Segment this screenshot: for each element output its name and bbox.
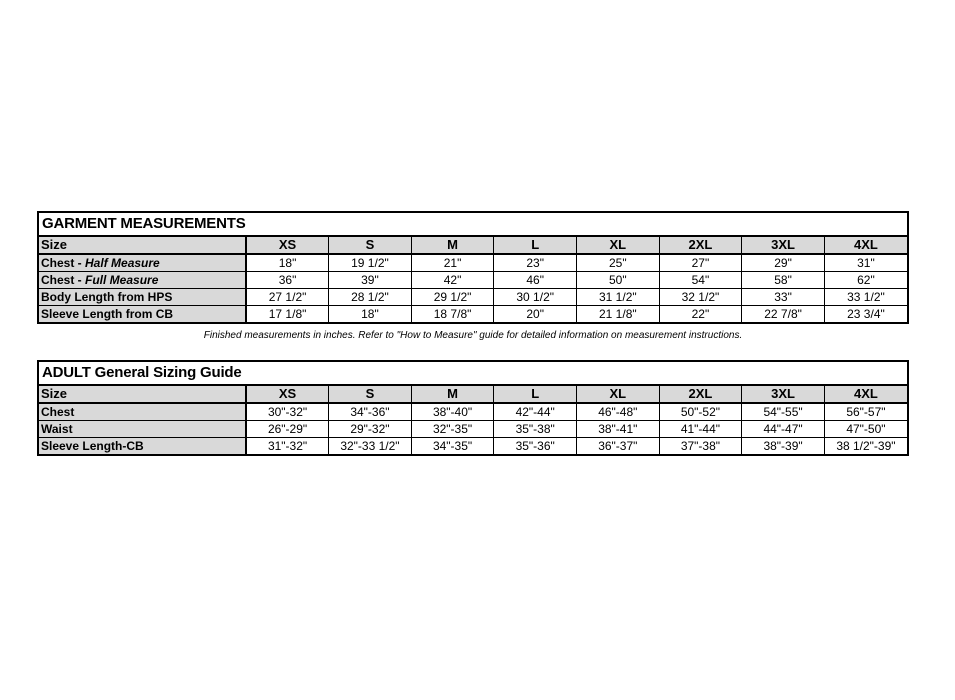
measurement-cell: 31 1/2" <box>577 289 660 306</box>
sizing-cell: 41"-44" <box>659 421 742 438</box>
measurement-cell: 29" <box>742 254 825 272</box>
size-header-cell: 4XL <box>824 237 907 254</box>
sizing-cell: 38"-41" <box>577 421 660 438</box>
measurement-cell: 46" <box>494 272 577 289</box>
measurement-cell: 30 1/2" <box>494 289 577 306</box>
sizing-cell: 38"-40" <box>411 403 494 421</box>
measurement-cell: 42" <box>411 272 494 289</box>
measurement-cell: 23 3/4" <box>824 306 907 323</box>
measurement-cell: 27" <box>659 254 742 272</box>
row-label-chest-half <box>39 254 246 272</box>
sizing-cell: 34"-35" <box>411 438 494 455</box>
table-row <box>39 306 907 323</box>
measurement-cell: 18" <box>246 254 329 272</box>
measurement-cell: 28 1/2" <box>329 289 412 306</box>
measurement-cell: 50" <box>577 272 660 289</box>
size-header-cell: S <box>329 386 412 403</box>
table-row <box>39 254 907 272</box>
sizing-cell: 50"-52" <box>659 403 742 421</box>
sizing-cell: 36"-37" <box>577 438 660 455</box>
sizing-cell: 35"-36" <box>494 438 577 455</box>
sizing-cell: 42"-44" <box>494 403 577 421</box>
size-header-cell: XS <box>246 237 329 254</box>
measurement-cell: 33" <box>742 289 825 306</box>
measurement-cell: 32 1/2" <box>659 289 742 306</box>
measurement-cell: 18" <box>329 306 412 323</box>
size-header-cell: 4XL <box>824 386 907 403</box>
size-header-cell: S <box>329 237 412 254</box>
measurement-note: Finished measurements in inches. Refer to "How to Measure" guide for detailed information on measurement instructions. <box>203 330 743 341</box>
size-header-cell: 2XL <box>659 386 742 403</box>
sizing-cell: 26"-29" <box>246 421 329 438</box>
sizing-cell: 34"-36" <box>329 403 412 421</box>
sizing-cell: 31"-32" <box>246 438 329 455</box>
size-header-cell: L <box>494 386 577 403</box>
sizing-cell: 44"-47" <box>742 421 825 438</box>
sizing-cell: 38 1/2"-39" <box>824 438 907 455</box>
table-row <box>39 403 907 421</box>
row-label-text: Chest - <box>41 256 86 270</box>
adult-sizing-guide-title: ADULT General Sizing Guide <box>39 362 907 386</box>
size-header-cell: 2XL <box>659 237 742 254</box>
row-label-text: Sleeve Length from CB <box>41 307 174 321</box>
sizing-cell: 29"-32" <box>329 421 412 438</box>
row-label-sleeve-length-cb: Sleeve Length-CB <box>39 438 246 455</box>
measurement-cell: 25" <box>577 254 660 272</box>
measurement-cell: 36" <box>246 272 329 289</box>
measurement-cell: 18 7/8" <box>411 306 494 323</box>
measurement-cell: 33 1/2" <box>824 289 907 306</box>
sizing-cell: 54"-55" <box>742 403 825 421</box>
sizing-cell: 35"-38" <box>494 421 577 438</box>
measurement-cell: 21" <box>411 254 494 272</box>
adult-sizing-guide-table <box>37 360 909 456</box>
size-header-label: Size <box>39 386 246 403</box>
size-header-cell: L <box>494 237 577 254</box>
measurement-cell: 20" <box>494 306 577 323</box>
table-row <box>39 272 907 289</box>
table-row <box>39 289 907 306</box>
row-label-italic: Full Measure <box>85 273 159 287</box>
sizing-cell: 32"-35" <box>411 421 494 438</box>
sizing-cell: 56"-57" <box>824 403 907 421</box>
sizing-cell: 47"-50" <box>824 421 907 438</box>
size-header-row <box>39 237 907 254</box>
measurement-cell: 19 1/2" <box>329 254 412 272</box>
size-header-cell: 3XL <box>742 386 825 403</box>
adult-sizing-guide-grid <box>39 386 907 454</box>
sizing-cell: 38"-39" <box>742 438 825 455</box>
table-row <box>39 421 907 438</box>
garment-measurements-title: GARMENT MEASUREMENTS <box>39 213 907 237</box>
row-label-sleeve-length <box>39 306 246 323</box>
size-header-cell: M <box>411 386 494 403</box>
sizing-cell: 32"-33 1/2" <box>329 438 412 455</box>
size-header-cell: XL <box>577 386 660 403</box>
size-header-row <box>39 386 907 403</box>
measurement-cell: 27 1/2" <box>246 289 329 306</box>
row-label-body-length <box>39 289 246 306</box>
row-label-chest-full <box>39 272 246 289</box>
size-header-label: Size <box>39 237 246 254</box>
measurement-cell: 21 1/8" <box>577 306 660 323</box>
measurement-cell: 54" <box>659 272 742 289</box>
measurement-cell: 17 1/8" <box>246 306 329 323</box>
size-header-cell: XL <box>577 237 660 254</box>
row-label-chest: Chest <box>39 403 246 421</box>
measurement-cell: 39" <box>329 272 412 289</box>
measurement-cell: 31" <box>824 254 907 272</box>
sizing-cell: 30"-32" <box>246 403 329 421</box>
measurement-cell: 23" <box>494 254 577 272</box>
row-label-text: Chest - <box>41 273 86 287</box>
measurement-cell: 58" <box>742 272 825 289</box>
measurement-cell: 22" <box>659 306 742 323</box>
size-header-cell: XS <box>246 386 329 403</box>
size-header-cell: M <box>411 237 494 254</box>
row-label-text: Body Length from HPS <box>41 290 173 304</box>
measurement-cell: 29 1/2" <box>411 289 494 306</box>
table-row <box>39 438 907 455</box>
measurement-cell: 62" <box>824 272 907 289</box>
sizing-cell: 37"-38" <box>659 438 742 455</box>
row-label-waist: Waist <box>39 421 246 438</box>
garment-measurements-table <box>37 211 909 324</box>
sizing-cell: 46"-48" <box>577 403 660 421</box>
measurement-cell: 22 7/8" <box>742 306 825 323</box>
size-header-cell: 3XL <box>742 237 825 254</box>
garment-measurements-grid <box>39 237 907 322</box>
row-label-italic: Half Measure <box>85 256 160 270</box>
